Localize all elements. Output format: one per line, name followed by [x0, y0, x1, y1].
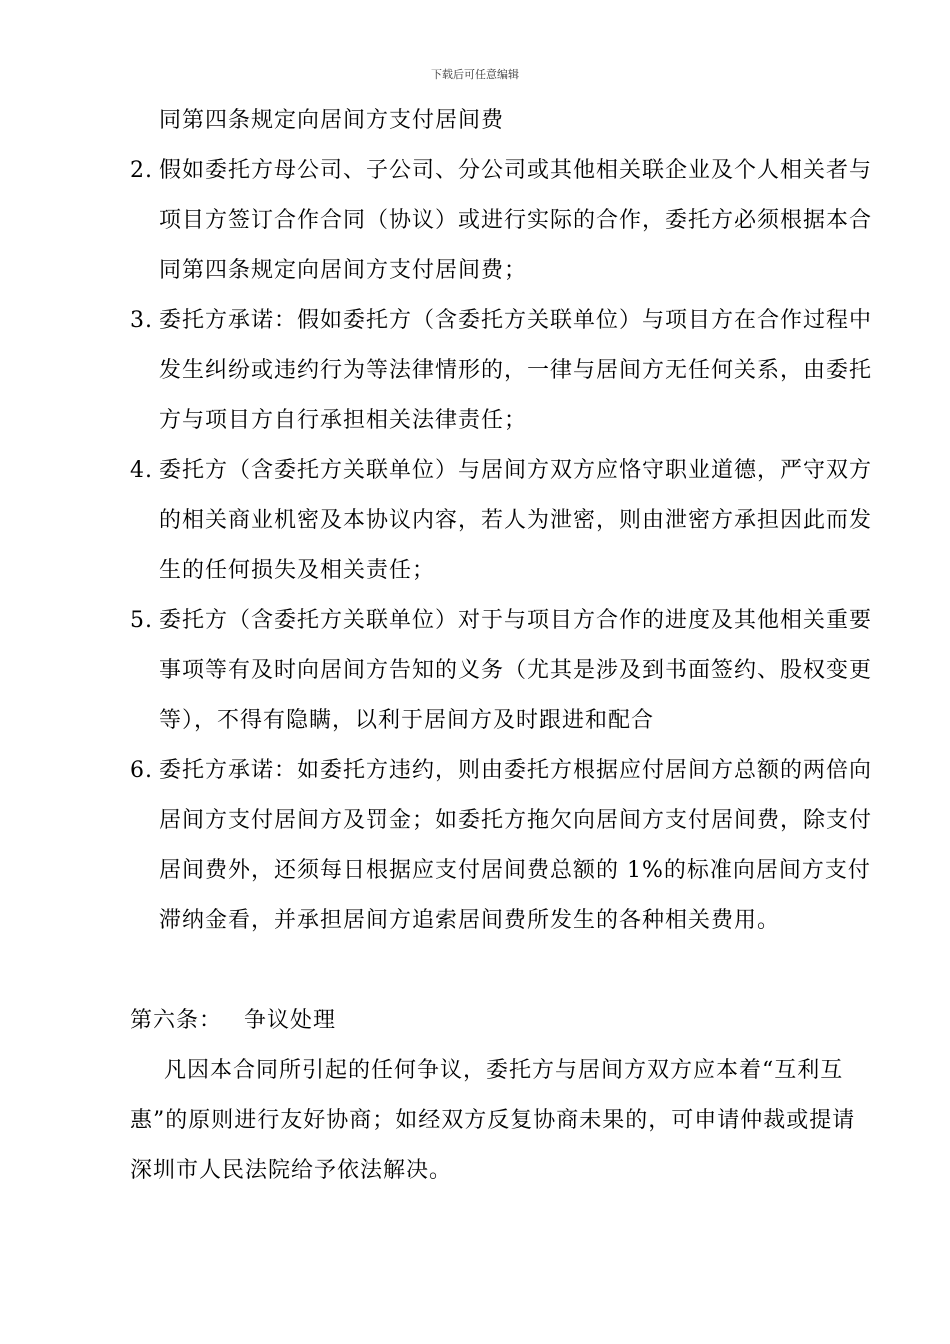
list-text: 假如委托方母公司、子公司、分公司或其他相关联企业及个人相关者与项目方签订合作合同（协议）或进行实际的合作，委托方必须根据本合同第四条规定向居间方支付居间费；	[159, 158, 873, 283]
list-item-2	[130, 146, 890, 296]
section-label: 第六条：	[130, 1008, 223, 1033]
page-header: 下载后可任意编辑	[431, 68, 519, 81]
list-text: 委托方承诺：如委托方违约，则由委托方根据应付居间方总额的两倍向居间方支付居间方及罚金；如委托方拖欠向居间方支付居间费，除支付居间费外，还须每日根据应支付居间费总额的 1%的标准向居间方支付滞纳金看，并承担居间方追索居间费所发生的各种相关费用。	[159, 758, 873, 933]
section-paragraph: 凡因本合同所引起的任何争议，委托方与居间方双方应本着“互利互惠”的原则进行友好协商；如经双方反复协商未果的，可申请仲裁或提请深圳市人民法院给予依法解决。	[130, 1058, 856, 1183]
list-text: 委托方承诺：假如委托方（含委托方关联单位）与项目方在合作过程中发生纠纷或违约行为等法律情形的，一律与居间方无任何关系，由委托方与项目方自行承担相关法律责任；	[159, 308, 873, 433]
list-number: 5.	[130, 608, 153, 633]
list-number: 3.	[130, 308, 153, 333]
list-item-3	[130, 296, 890, 446]
document-body	[130, 96, 890, 1196]
list-text: 委托方（含委托方关联单位）与居间方双方应恪守职业道德，严守双方的相关商业机密及本协议内容，若人为泄密，则由泄密方承担因此而发生的任何损失及相关责任；	[159, 458, 873, 583]
section-spacer	[130, 946, 890, 996]
section-heading	[130, 996, 890, 1046]
section-title: 争议处理	[244, 1008, 337, 1033]
list-number: 6.	[130, 758, 153, 783]
list-number: 2.	[130, 158, 153, 183]
list-item-4	[130, 446, 890, 596]
continuation-line: 同第四条规定向居间方支付居间费	[159, 108, 505, 133]
list-item-5	[130, 596, 890, 746]
list-item-6	[130, 746, 890, 946]
list-text: 委托方（含委托方关联单位）对于与项目方合作的进度及其他相关重要事项等有及时向居间方告知的义务（尤其是涉及到书面签约、股权变更等），不得有隐瞒，以利于居间方及时跟进和配合	[159, 608, 873, 733]
list-number: 4.	[130, 458, 153, 483]
